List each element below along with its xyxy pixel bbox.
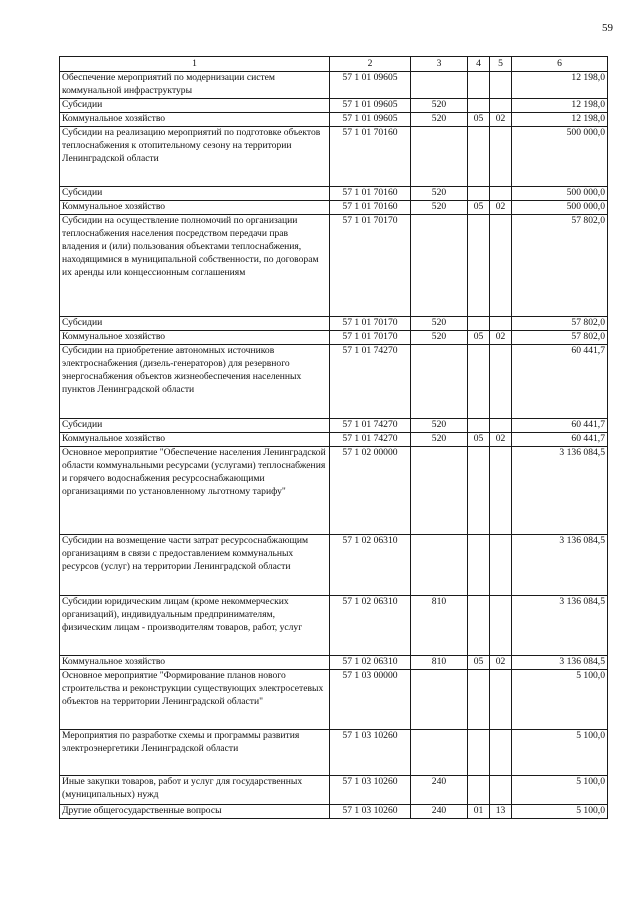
row-rz: 05	[468, 433, 490, 447]
row-pr: 02	[490, 113, 512, 127]
row-csr: 57 1 01 09605	[330, 113, 411, 127]
row-name: Коммунальное хозяйство	[60, 201, 330, 215]
row-vr: 240	[411, 805, 468, 819]
table-row	[60, 776, 608, 805]
row-pr	[490, 535, 512, 596]
row-csr: 57 1 01 70170	[330, 317, 411, 331]
row-name: Субсидии на реализацию мероприятий по подготовке объектов теплоснабжения к отопительному сезону на территории Ленинградской области	[60, 127, 330, 187]
row-name: Субсидии	[60, 187, 330, 201]
row-rz	[468, 447, 490, 535]
row-amount: 5 100,0	[512, 805, 608, 819]
row-rz	[468, 215, 490, 317]
row-csr: 57 1 01 70170	[330, 215, 411, 317]
row-rz	[468, 127, 490, 187]
row-csr: 57 1 01 70160	[330, 201, 411, 215]
row-vr: 520	[411, 331, 468, 345]
header-cell-4: 4	[468, 57, 490, 72]
row-pr	[490, 776, 512, 805]
row-name: Коммунальное хозяйство	[60, 433, 330, 447]
row-csr: 57 1 01 70170	[330, 331, 411, 345]
row-vr: 520	[411, 187, 468, 201]
table-row	[60, 99, 608, 113]
table-row	[60, 419, 608, 433]
row-rz	[468, 99, 490, 113]
row-pr	[490, 99, 512, 113]
row-rz: 05	[468, 201, 490, 215]
table-row	[60, 535, 608, 596]
row-name: Обеспечение мероприятий по модернизации систем коммунальной инфраструктуры	[60, 72, 330, 99]
row-vr	[411, 127, 468, 187]
row-csr: 57 1 03 00000	[330, 670, 411, 730]
header-cell-5: 5	[490, 57, 512, 72]
row-pr: 13	[490, 805, 512, 819]
table-row	[60, 433, 608, 447]
row-name: Субсидии	[60, 99, 330, 113]
row-rz	[468, 596, 490, 656]
row-pr	[490, 345, 512, 419]
row-vr: 520	[411, 99, 468, 113]
row-rz	[468, 535, 490, 596]
row-amount: 500 000,0	[512, 127, 608, 187]
row-vr: 520	[411, 433, 468, 447]
row-name: Субсидии на приобретение автономных источников электроснабжения (дизель-генераторов) для резервного энергоснабжения объектов жизнеобеспечения населенных пунктов Ленинградской области	[60, 345, 330, 419]
row-vr: 240	[411, 776, 468, 805]
row-csr: 57 1 02 06310	[330, 596, 411, 656]
row-pr	[490, 72, 512, 99]
row-csr: 57 1 02 06310	[330, 656, 411, 670]
row-pr	[490, 447, 512, 535]
row-pr: 02	[490, 433, 512, 447]
header-cell-1: 1	[60, 57, 330, 72]
row-vr: 520	[411, 419, 468, 433]
table-row	[60, 805, 608, 819]
table-row	[60, 72, 608, 99]
row-rz: 05	[468, 656, 490, 670]
row-vr	[411, 345, 468, 419]
row-name: Субсидии на возмещение части затрат ресурсоснабжающим организациям в связи с предоставлением коммунальных ресурсов (услуг) на территории Ленинградской области	[60, 535, 330, 596]
table-row	[60, 447, 608, 535]
page-number: 59	[602, 22, 613, 34]
header-cell-2: 2	[330, 57, 411, 72]
table-row	[60, 656, 608, 670]
row-amount: 60 441,7	[512, 345, 608, 419]
row-pr	[490, 127, 512, 187]
row-csr: 57 1 01 74270	[330, 345, 411, 419]
row-name: Коммунальное хозяйство	[60, 113, 330, 127]
table-row	[60, 670, 608, 730]
row-vr: 520	[411, 201, 468, 215]
table-row	[60, 345, 608, 419]
row-name: Субсидии	[60, 317, 330, 331]
row-rz	[468, 730, 490, 776]
row-vr	[411, 447, 468, 535]
budget-table	[59, 56, 608, 819]
row-vr: 810	[411, 596, 468, 656]
header-cell-3: 3	[411, 57, 468, 72]
row-vr: 520	[411, 113, 468, 127]
row-amount: 3 136 084,5	[512, 535, 608, 596]
row-name: Мероприятия по разработке схемы и программы развития электроэнергетики Ленинградской области	[60, 730, 330, 776]
row-name: Субсидии юридическим лицам (кроме некоммерческих организаций), индивидуальным предпринимателям, физическим лицам - производителям товаров, работ, услуг	[60, 596, 330, 656]
row-vr	[411, 215, 468, 317]
row-amount: 5 100,0	[512, 730, 608, 776]
row-csr: 57 1 02 00000	[330, 447, 411, 535]
row-amount: 57 802,0	[512, 331, 608, 345]
row-vr	[411, 670, 468, 730]
row-amount: 12 198,0	[512, 99, 608, 113]
row-amount: 12 198,0	[512, 72, 608, 99]
table-row	[60, 317, 608, 331]
row-pr	[490, 596, 512, 656]
row-rz: 05	[468, 113, 490, 127]
header-row	[60, 57, 608, 72]
row-name: Коммунальное хозяйство	[60, 656, 330, 670]
row-name: Иные закупки товаров, работ и услуг для государственных (муниципальных) нужд	[60, 776, 330, 805]
row-amount: 3 136 084,5	[512, 656, 608, 670]
table-row	[60, 596, 608, 656]
row-csr: 57 1 01 09605	[330, 99, 411, 113]
row-rz	[468, 72, 490, 99]
row-amount: 5 100,0	[512, 776, 608, 805]
row-amount: 500 000,0	[512, 187, 608, 201]
row-rz: 05	[468, 331, 490, 345]
row-csr: 57 1 02 06310	[330, 535, 411, 596]
row-amount: 5 100,0	[512, 670, 608, 730]
row-name: Субсидии	[60, 419, 330, 433]
row-vr	[411, 730, 468, 776]
row-amount: 12 198,0	[512, 113, 608, 127]
row-csr: 57 1 03 10260	[330, 805, 411, 819]
row-amount: 60 441,7	[512, 433, 608, 447]
row-pr	[490, 317, 512, 331]
row-amount: 57 802,0	[512, 215, 608, 317]
row-vr: 520	[411, 317, 468, 331]
row-amount: 60 441,7	[512, 419, 608, 433]
row-vr	[411, 535, 468, 596]
table-row	[60, 331, 608, 345]
row-name: Основное мероприятие "Обеспечение населения Ленинградской области коммунальными ресурсами (услугами) теплоснабжения и горячего водоснабжения ресурсоснабжающими организациями по установленному льготному тарифу"	[60, 447, 330, 535]
row-csr: 57 1 03 10260	[330, 776, 411, 805]
table-row	[60, 730, 608, 776]
row-pr: 02	[490, 201, 512, 215]
row-name: Основное мероприятие "Формирование планов нового строительства и реконструкции существующих электросетевых объектов на территории Ленинградской области"	[60, 670, 330, 730]
row-csr: 57 1 01 70160	[330, 187, 411, 201]
row-vr: 810	[411, 656, 468, 670]
row-csr: 57 1 01 70160	[330, 127, 411, 187]
row-csr: 57 1 03 10260	[330, 730, 411, 776]
table-row	[60, 201, 608, 215]
row-pr	[490, 215, 512, 317]
header-cell-6: 6	[512, 57, 608, 72]
row-rz	[468, 670, 490, 730]
row-rz	[468, 317, 490, 331]
row-pr	[490, 419, 512, 433]
row-pr	[490, 730, 512, 776]
row-amount: 57 802,0	[512, 317, 608, 331]
row-rz	[468, 345, 490, 419]
table-row	[60, 215, 608, 317]
row-csr: 57 1 01 74270	[330, 433, 411, 447]
table-row	[60, 187, 608, 201]
row-rz	[468, 419, 490, 433]
row-name: Субсидии на осуществление полномочий по организации теплоснабжения населения посредством передачи прав владения и (или) пользования объектами теплоснабжения, находящимися в муниципальной собственности, по договорам их аренды или концессионным соглашениям	[60, 215, 330, 317]
row-rz	[468, 187, 490, 201]
row-rz: 01	[468, 805, 490, 819]
row-pr	[490, 187, 512, 201]
row-pr: 02	[490, 656, 512, 670]
row-vr	[411, 72, 468, 99]
row-amount: 500 000,0	[512, 201, 608, 215]
row-name: Коммунальное хозяйство	[60, 331, 330, 345]
row-pr	[490, 670, 512, 730]
row-name: Другие общегосударственные вопросы	[60, 805, 330, 819]
row-csr: 57 1 01 09605	[330, 72, 411, 99]
row-rz	[468, 776, 490, 805]
row-pr: 02	[490, 331, 512, 345]
table-row	[60, 113, 608, 127]
row-csr: 57 1 01 74270	[330, 419, 411, 433]
row-amount: 3 136 084,5	[512, 447, 608, 535]
table-row	[60, 127, 608, 187]
row-amount: 3 136 084,5	[512, 596, 608, 656]
